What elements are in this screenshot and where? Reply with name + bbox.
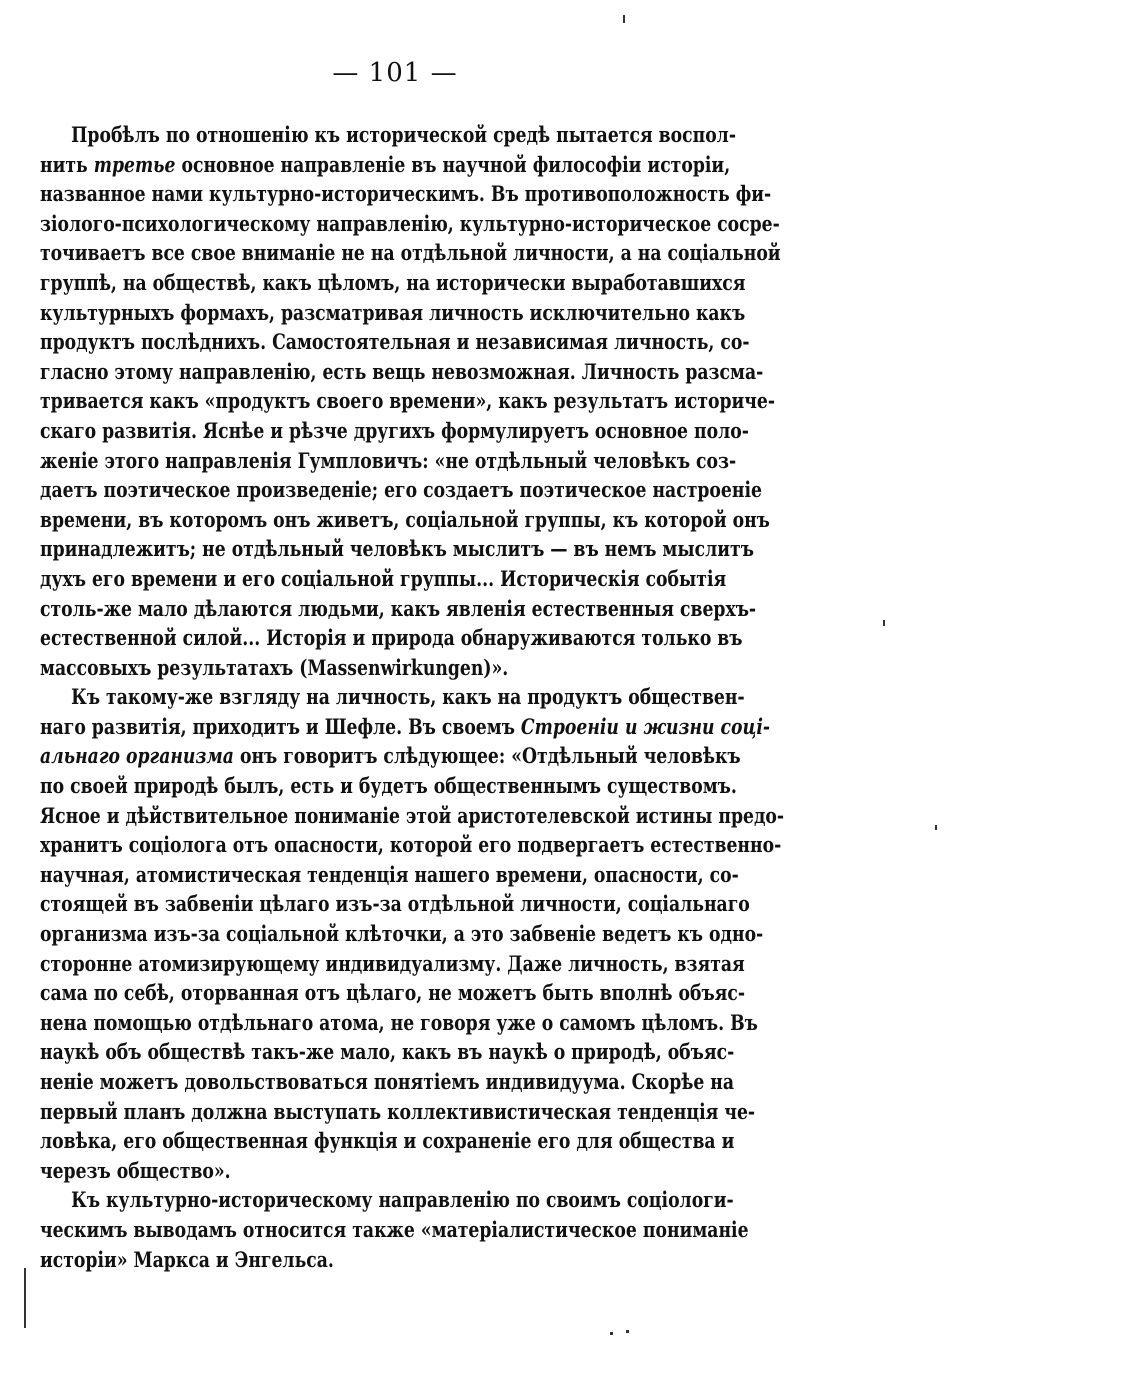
text-line: массовыхъ результатахъ (Massenwirkungen)». [40,654,509,680]
text-line: стоящей въ забвеніи цѣлаго изъ-за отдѣльной личности, соціальнаго [40,891,750,917]
italic-title: Строеніи и жизни соці- [520,713,771,739]
text-line: столь-же мало дѣлаются людьми, какъ явленія естественныя сверхъ- [40,595,757,621]
text-line: наукѣ объ обществѣ такъ-же мало, какъ въ наукѣ о природѣ, объяс- [40,1039,735,1065]
text-line: группѣ, на обществѣ, какъ цѣломъ, на исторически выработавшихся [40,269,746,295]
scan-mark [883,620,885,626]
text-line: нить третье основное направленіе въ научной философіи исторіи, [40,151,731,177]
italic-title: альнаго организма [40,743,234,769]
scan-mark [24,1268,26,1328]
text-line: принадлежитъ; не отдѣльный человѣкъ мыслитъ — въ немъ мыслитъ [40,536,754,562]
text-line: ческимъ выводамъ относится также «матеріалистическое пониманіе [40,1216,749,1242]
text-line: по своей природѣ былъ, есть и будетъ общественнымъ существомъ. [40,773,737,799]
italic-title: третье [93,151,176,177]
text-line: даетъ поэтическое произведеніе; его создаетъ поэтическое настроеніе [40,477,762,503]
text-line: названное нами культурно-историческимъ. Въ противоположность фи- [40,181,772,207]
text-line: исторіи» Маркса и Энгельса. [40,1246,334,1272]
text-line: неніе можетъ довольствоваться понятіемъ индивидуума. Скорѣе на [40,1069,735,1094]
text-line: продуктъ послѣднихъ. Самостоятельная и независимая личность, со- [40,329,750,355]
text-line: зіолого-психологическому направленію, культурно-историческое сосре- [40,210,780,236]
text-line: Къ культурно-историческому направленію по своимъ соціологи- [71,1187,734,1213]
text-line: Пробѣлъ по отношенію къ исторической средѣ пытается воспол- [71,122,736,147]
scan-mark [623,15,625,23]
text-line: первый планъ должна выступать коллективистическая тенденція че- [40,1098,756,1124]
text-line: альнаго организма онъ говоритъ слѣдующее: «Отдѣльный человѣкъ [40,743,741,769]
text-line: точиваетъ все свое вниманіе не на отдѣльной личности, а на соціальной [40,240,781,266]
text-line: скаго развитія. Яснѣе и рѣзче другихъ формулируетъ основное поло- [40,417,749,443]
text-line: гласно этому направленію, есть вещь невозможная. Личность разсма- [40,358,764,384]
text-line: сторонне атомизирующему индивидуализму. Даже личность, взятая [40,950,745,976]
text-line: Къ такому-же взгляду на личность, какъ на продуктъ обществен- [71,684,745,710]
text-line: наго развитія, приходитъ и Шефле. Въ своемъ Строеніи и жизни соці- [40,713,771,739]
text-line: организма изъ-за соціальной клѣточки, а это забвеніе ведетъ къ одно- [40,921,764,947]
text-line: времени, въ которомъ онъ живетъ, соціальной группы, къ которой онъ [40,506,770,532]
body-text [40,120,785,1274]
text-line: Ясное и дѣйствительное пониманіе этой аристотелевской истины предо- [40,802,785,828]
text-line: ловѣка, его общественная функція и сохраненіе его для общества и [40,1128,735,1154]
text-line: нена помощью отдѣльнаго атома, не говоря уже о самомъ цѣломъ. Въ [40,1009,758,1035]
text-line: духъ его времени и его соціальной группы... Историческія событія [40,565,727,591]
text-line: хранитъ соціолога отъ опасности, которой его подвергаетъ естественно- [40,832,782,858]
text-line: культурныхъ формахъ, разсматривая личность исключительно какъ [40,299,746,325]
page-number: — 101 — [332,58,458,88]
text-line: тривается какъ «продуктъ своего времени», какъ результатъ историче- [40,388,776,414]
text-line: черезъ общество». [40,1157,231,1183]
scan-mark [935,825,937,830]
scan-mark [626,1330,629,1333]
text-line: женіе этого направленія Гумпловичъ: «не отдѣльный человѣкъ соз- [40,447,737,473]
text-line: сама по себѣ, оторванная отъ цѣлаго, не можетъ быть вполнѣ объяс- [40,980,746,1006]
text-line: естественной силой... Исторія и природа обнаруживаются только въ [40,625,743,651]
text-line: научная, атомистическая тенденція нашего времени, опасности, со- [40,861,739,887]
scan-mark [610,1332,613,1335]
